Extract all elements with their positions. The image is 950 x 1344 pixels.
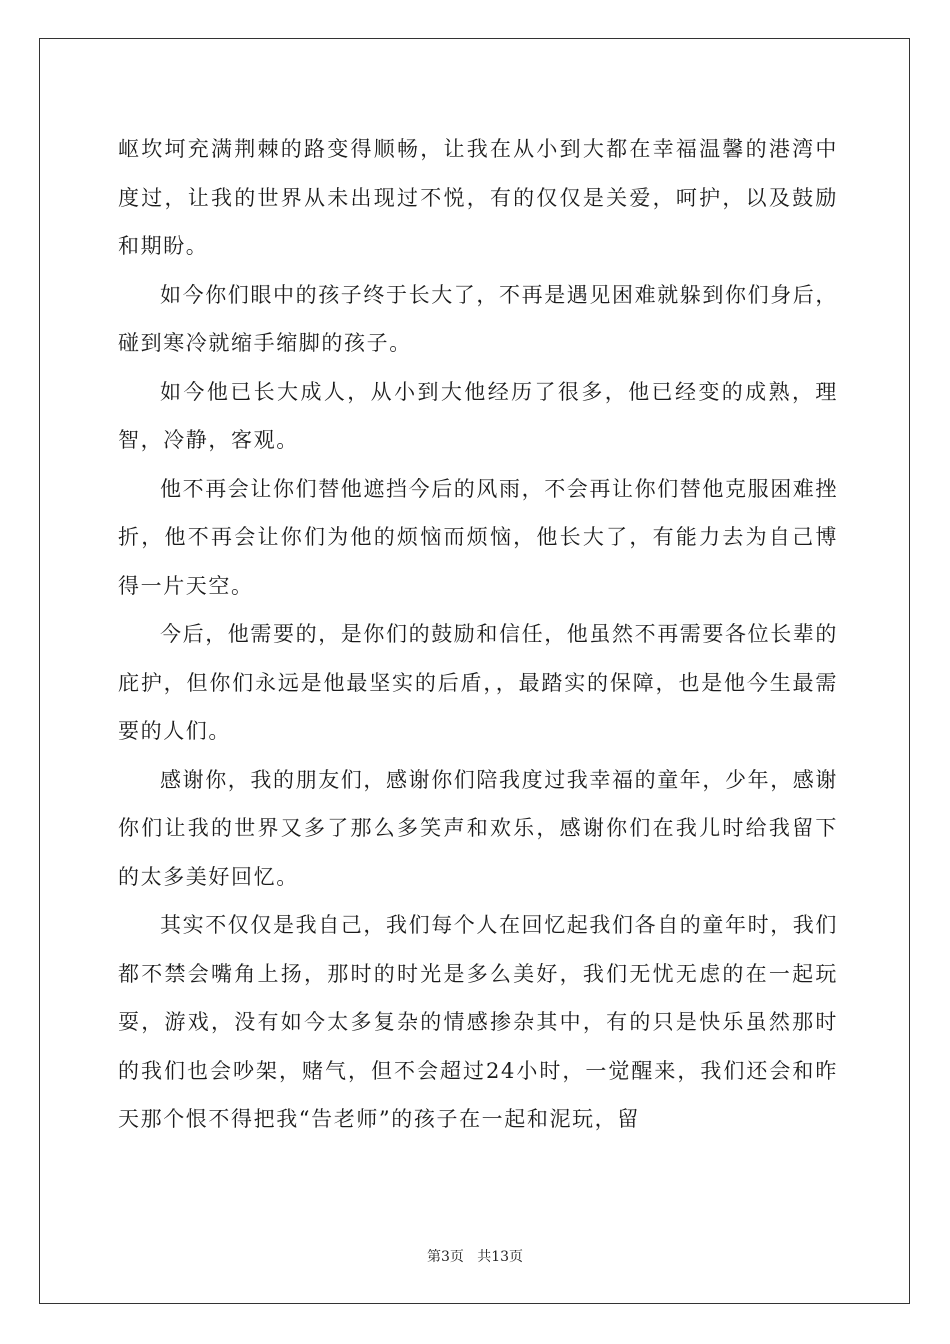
- paragraph-4: 他不再会让你们替他遮挡今后的风雨，不会再让你们替他克服困难挫折，他不再会让你们为他的烦恼而烦恼，他长大了，有能力去为自己博得一片天空。: [118, 476, 838, 598]
- paragraph-7: 其实不仅仅是我自己，我们每个人在回忆起我们各自的童年时，我们都不禁会嘴角上扬，那时的时光是多么美好，我们无忧无虑的在一起玩耍，游戏，没有如今太多复杂的情感掺杂其中，有的只是快乐虽然那时的我们也会吵架，赌气，但不会超过24小时，一觉醒来，我们还会和昨天那个恨不得把我“告老师”的孩子在一起和泥玩，留: [118, 913, 838, 1131]
- paragraph-5: 今后，他需要的，是你们的鼓励和信任，他虽然不再需要各位长辈的庇护，但你们永远是他最坚实的后盾，，最踏实的保障，也是他今生最需要的人们。: [118, 622, 838, 743]
- paragraph-3: 如今他已长大成人，从小到大他经历了很多，他已经变的成熟，理智，冷静，客观。: [118, 379, 838, 452]
- paragraph-2: 如今你们眼中的孩子终于长大了，不再是遇见困难就躲到你们身后，碰到寒冷就缩手缩脚的孩子。: [118, 282, 838, 355]
- paragraph-1: 岖坎坷充满荆棘的路变得顺畅，让我在从小到大都在幸福温馨的港湾中度过，让我的世界从未出现过不悦，有的仅仅是关爱，呵护，以及鼓励和期盼。: [118, 137, 838, 258]
- paragraph-6: 感谢你，我的朋友们，感谢你们陪我度过我幸福的童年，少年，感谢你们让我的世界又多了那么多笑声和欢乐，感谢你们在我儿时给我留下的太多美好回忆。: [118, 767, 838, 889]
- document-body: [118, 125, 838, 1144]
- page-number-footer: 第3页 共13页: [426, 1249, 524, 1265]
